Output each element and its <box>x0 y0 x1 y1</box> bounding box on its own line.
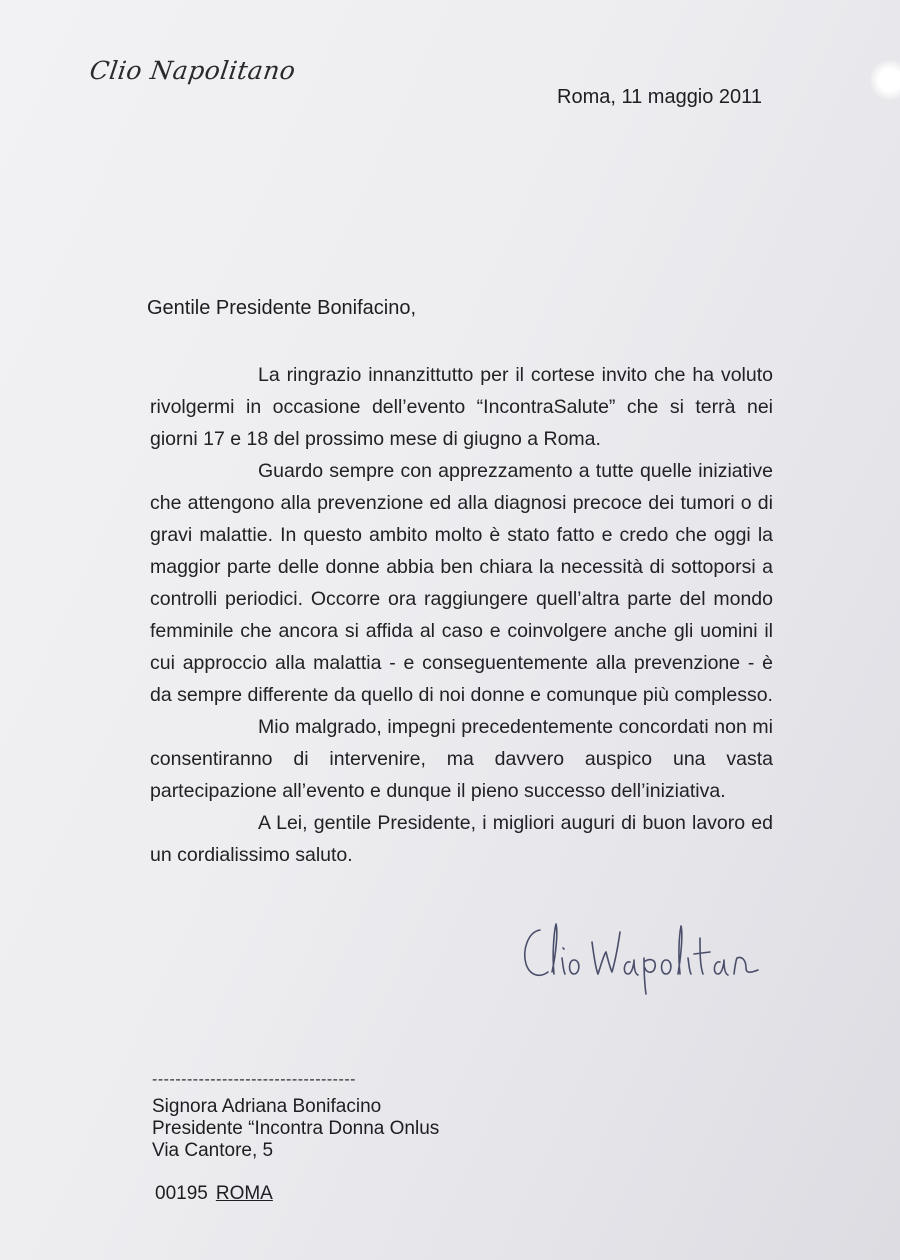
paragraph-4: A Lei, gentile Presidente, i migliori auguri di buon lavoro ed un cordialissimo saluto. <box>150 812 773 866</box>
recipient-name: Signora Adriana Bonifacino <box>152 1096 382 1117</box>
letterhead: Clio Napolitano <box>87 56 298 85</box>
paragraph-1: La ringrazio innanzittutto per il cortese invito che ha voluto rivolgermi in occasione dell’evento “IncontraSalute” che si terrà nei giorni 17 e 18 del prossimo mese di giugno a Roma. <box>150 364 773 450</box>
light-glare <box>870 60 900 100</box>
postal-code: 00195 <box>155 1183 208 1204</box>
letter-body <box>150 359 773 871</box>
letter-date: Roma, 11 maggio 2011 <box>557 86 762 108</box>
recipient-city: ROMA <box>215 1183 273 1204</box>
recipient-address <box>152 1096 439 1162</box>
salutation: Gentile Presidente Bonifacino, <box>147 297 417 319</box>
separator-line: ----------------------------------- <box>152 1071 356 1088</box>
handwritten-signature <box>518 902 778 1012</box>
paragraph-2: Guardo sempre con apprezzamento a tutte quelle iniziative che attengono alla prevenzione ed alla diagnosi precoce dei tumori o di gravi malattie. In questo ambito molto è stato fatto e credo che oggi la maggior parte delle donne abbia ben chiara la necessità di sottoporsi a controlli periodici. Occorre ora raggiungere quell’altra parte del mondo femminile che ancora si affida al caso e coinvolgere anche gli uomini il cui approccio alla malattia - e conseguentemente alla prevenzione - è da sempre differente da quello di noi donne e comunque più complesso. <box>150 460 773 706</box>
recipient-title: Presidente “Incontra Donna Onlus <box>152 1118 440 1139</box>
signature-icon <box>518 902 778 1012</box>
recipient-street: Via Cantore, 5 <box>152 1140 274 1161</box>
paragraph-3: Mio malgrado, impegni precedentemente concordati non mi consentiranno di intervenire, ma davvero auspico una vasta partecipazione all’evento e dunque il pieno successo dell’iniziativa. <box>150 716 773 802</box>
recipient-postal-line <box>155 1183 273 1205</box>
